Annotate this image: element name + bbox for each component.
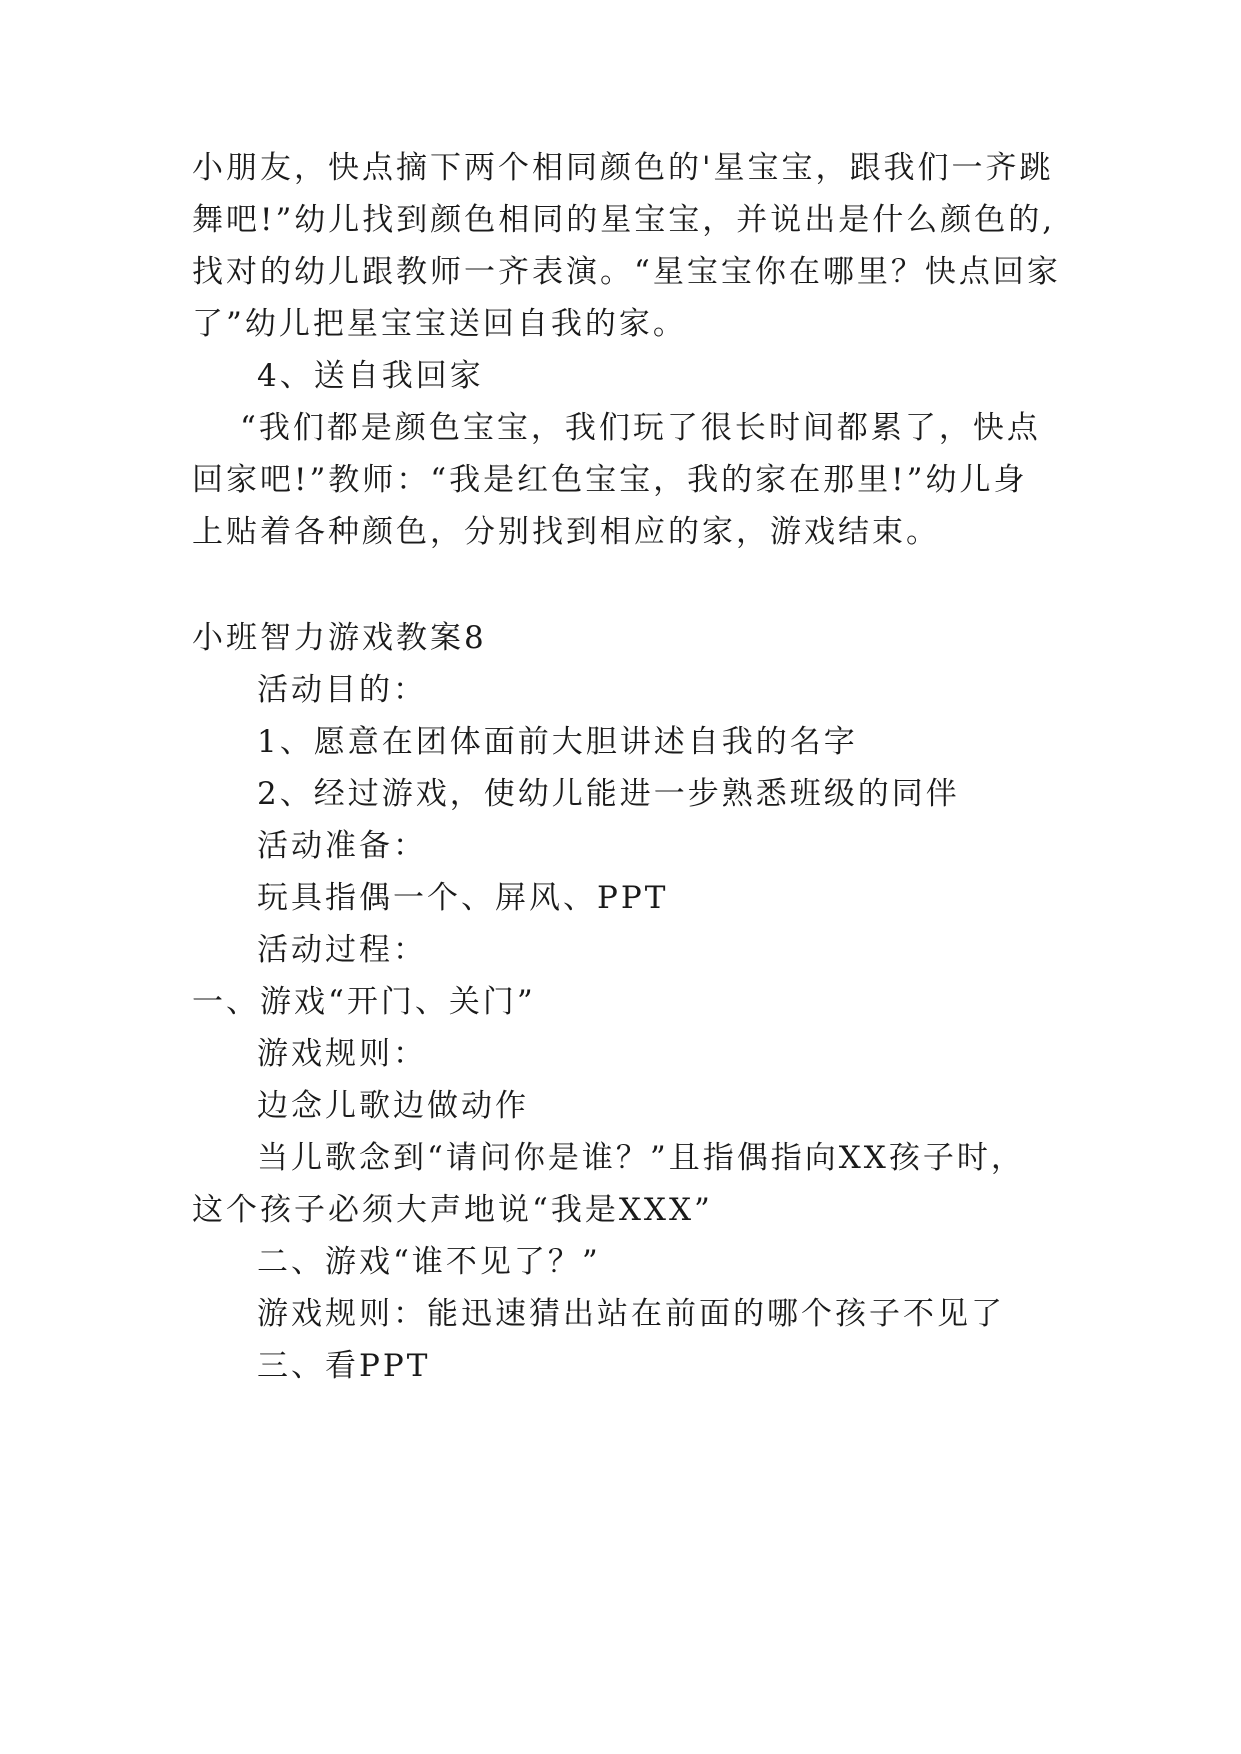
text-line: 回家吧!”教师：“我是红色宝宝，我的家在那里!”幼儿身 xyxy=(192,462,1028,498)
text-line: 找对的幼儿跟教师一齐表演。“星宝宝你在哪里？快点回家 xyxy=(192,254,1061,290)
prep-text: 玩具指偶一个、屏风、PPT xyxy=(257,880,669,916)
text-line: 上贴着各种颜色，分别找到相应的家，游戏结束。 xyxy=(192,514,940,550)
text-line: 舞吧!”幼儿找到颜色相同的星宝宝，并说出是什么颜色的, xyxy=(192,202,1056,238)
rule-text: 边念儿歌边做动作 xyxy=(257,1088,529,1124)
game-1-title: 一、游戏“开门、关门” xyxy=(192,984,536,1020)
goal-item: 2、经过游戏，使幼儿能进一步熟悉班级的同伴 xyxy=(257,776,960,812)
text-line: 小朋友，快点摘下两个相同颜色的'星宝宝，跟我们一齐跳 xyxy=(192,150,1054,186)
goal-item: 1、愿意在团体面前大胆讲述自我的名字 xyxy=(257,724,858,760)
rule-text: 当儿歌念到“请问你是谁？”且指偶指向XX孩子时， xyxy=(257,1140,1025,1176)
step-heading: 4、送自我回家 xyxy=(257,358,484,394)
process-heading: 活动过程： xyxy=(257,932,427,968)
goal-heading: 活动目的： xyxy=(257,672,427,708)
rule-text: 这个孩子必须大声地说“我是XXX” xyxy=(192,1192,713,1228)
rules-heading: 游戏规则： xyxy=(257,1036,427,1072)
game-2-rule: 游戏规则：能迅速猜出站在前面的哪个孩子不见了 xyxy=(257,1296,1005,1332)
step-3: 三、看PPT xyxy=(257,1348,431,1384)
game-2-title: 二、游戏“谁不见了？” xyxy=(257,1244,601,1280)
section-title: 小班智力游戏教案8 xyxy=(192,620,487,656)
text-line: “我们都是颜色宝宝，我们玩了很长时间都累了，快点 xyxy=(240,410,1041,446)
prep-heading: 活动准备： xyxy=(257,828,427,864)
text-line: 了”幼儿把星宝宝送回自我的家。 xyxy=(192,306,687,342)
